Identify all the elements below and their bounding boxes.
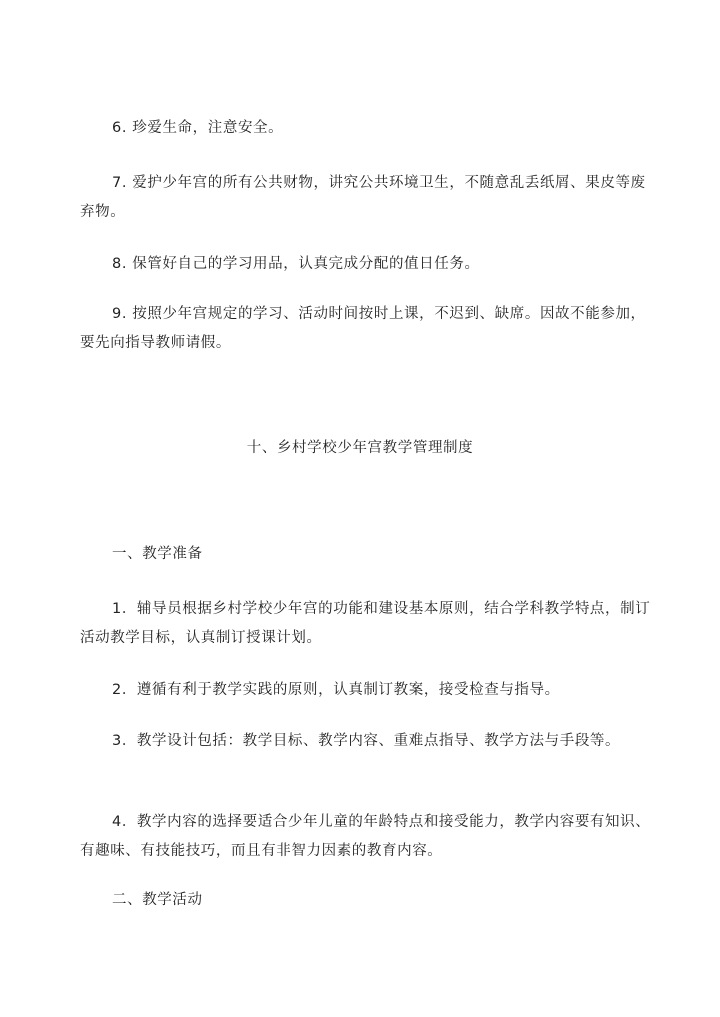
rule-item-6: 6. 珍爱生命，注意安全。 (112, 120, 284, 136)
rule-item-7: 7. 爱护少年宫的所有公共财物，讲究公共环境卫生，不随意乱丢纸屑、果皮等废弃物。 (80, 175, 646, 220)
rule-item-9: 9. 按照少年宫规定的学习、活动时间按时上课，不迟到、缺席。因故不能参加，要先向指导教师请假。 (80, 306, 646, 351)
part2-heading: 二、教学活动 (112, 892, 203, 908)
part1-item-1: 1．辅导员根据乡村学校少年宫的功能和建设基本原则，结合学科教学特点，制订活动教学目标，认真制订授课计划。 (80, 601, 651, 646)
part1-item-4: 4．教学内容的选择要适合少年儿童的年龄特点和接受能力，教学内容要有知识、有趣味、有技能技巧，而且有非智力因素的教育内容。 (80, 814, 651, 859)
rule-item-8: 8. 保管好自己的学习用品，认真完成分配的值日任务。 (112, 256, 480, 272)
section-title: 十、乡村学校少年宫教学管理制度 (246, 440, 474, 456)
part1-item-2: 2．遵循有利于教学实践的原则，认真制订教案，接受检查与指导。 (112, 682, 560, 698)
part1-heading: 一、教学准备 (112, 546, 203, 562)
part1-item-3: 3．教学设计包括：教学目标、教学内容、重难点指导、教学方法与手段等。 (112, 733, 621, 749)
